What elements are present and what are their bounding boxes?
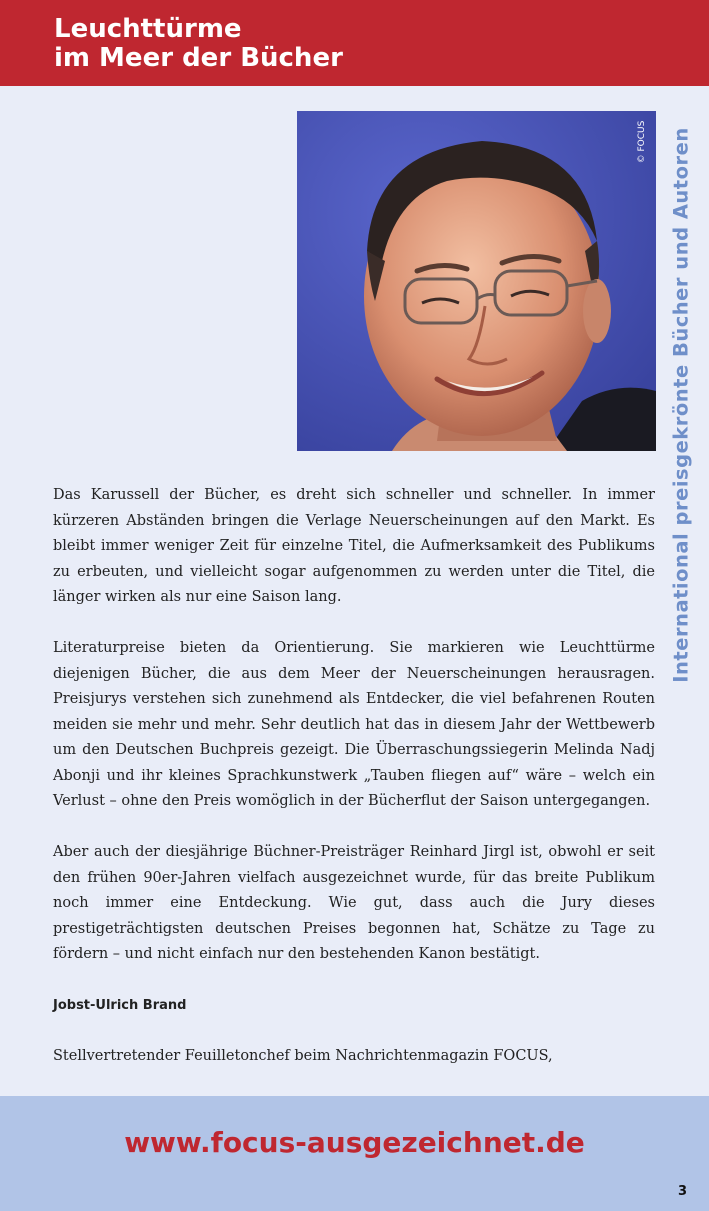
header-banner <box>0 0 709 86</box>
footer-band <box>0 1096 709 1211</box>
paragraph-1: Das Karussell der Bücher, es dreht sich schneller und schneller. In immer kürzeren Abständen bringen die Verlage Neuerscheinungen auf den Markt. Es bleibt immer weniger Zeit für einzelne Titel, die Aufmerksamkeit des Publikums zu erbeuten, und vielleicht sogar aufgenommen zu werden unter die Titel, die länger wirken als nur eine Saison lang. <box>53 487 655 605</box>
side-label <box>666 110 696 700</box>
side-label-text: International preisgekrönte Bücher und Autoren <box>669 127 693 683</box>
article-body <box>53 483 655 1146</box>
paragraph-2: Literaturpreise bieten da Orientierung. Sie markieren wie Leuchttürme diejenigen Bücher, die aus dem Meer der Neuerscheinungen herausragen. Preisjurys verstehen sich zunehmend als Entdecker, die viel befahrenen Routen meiden sie mehr und mehr. Sehr deutlich hat das in diesem Jahr der Wettbewerb um den Deutschen Buchpreis gezeigt. Die Überraschungssiegerin Melinda Nadj Abonji und ihr kleines Sprachkunstwerk „Tauben fliegen auf“ wäre – welch ein Verlust – ohne den Preis womöglich in der Bücherflut der Saison untergegangen. <box>53 640 655 809</box>
paragraph-3: Aber auch der diesjährige Büchner-Preisträger Reinhard Jirgl ist, obwohl er seit den frühen 90er-Jahren vielfach ausgezeichnet wurde, für das breite Publikum noch immer eine Entdeckung. Wie gut, dass auch die Jury dieses prestigeträchtigsten deutschen Preises begonnen hat, Schätze zu Tage zu fördern – und nicht einfach nur den bestehenden Kanon bestätigt. <box>53 844 655 962</box>
website-url: www.focus-ausgezeichnet.de <box>124 1126 585 1159</box>
author-portrait <box>297 111 656 451</box>
author-name: Jobst-Ulrich Brand <box>53 998 187 1013</box>
portrait-illustration <box>297 111 656 451</box>
photo-credit-text: © FOCUS <box>637 120 647 164</box>
photo-credit <box>632 117 652 167</box>
title-line-1: Leuchttürme <box>54 14 242 44</box>
page-title <box>54 15 343 73</box>
page-number: 3 <box>677 1184 687 1199</box>
title-line-2: im Meer der Bücher <box>54 43 343 73</box>
author-role-line-1: Stellvertretender Feuilletonchef beim Nachrichtenmagazin FOCUS, <box>53 1048 553 1064</box>
